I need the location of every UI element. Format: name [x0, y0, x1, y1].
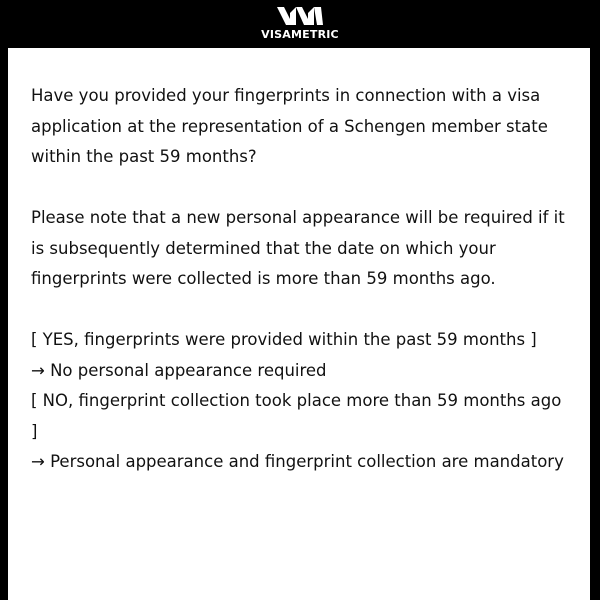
header: [0, 0, 600, 46]
note-text: Please note that a new personal appearance will be required if it is subsequently determined that the date on which your fingerprints were collected is more than 59 months ago.: [31, 208, 565, 288]
option-yes[interactable]: [ YES, fingerprints were provided within the past 59 months ]: [31, 330, 537, 349]
option-no[interactable]: [ NO, fingerprint collection took place more than 59 months ago ]: [31, 391, 562, 441]
option-no-result: → Personal appearance and fingerprint collection are mandatory: [31, 452, 564, 471]
visametric-logo-icon: [276, 4, 324, 26]
message-panel: [6, 46, 592, 600]
option-yes-result: → No personal appearance required: [31, 360, 327, 380]
spacer: [31, 173, 566, 204]
question-text: Have you provided your fingerprints in connection with a visa application at the representation of a Schengen member state within the past 59 months?: [31, 86, 548, 166]
logo-text: VISAMETRIC: [261, 28, 339, 41]
message-content: [31, 81, 566, 478]
spacer: [31, 295, 566, 326]
